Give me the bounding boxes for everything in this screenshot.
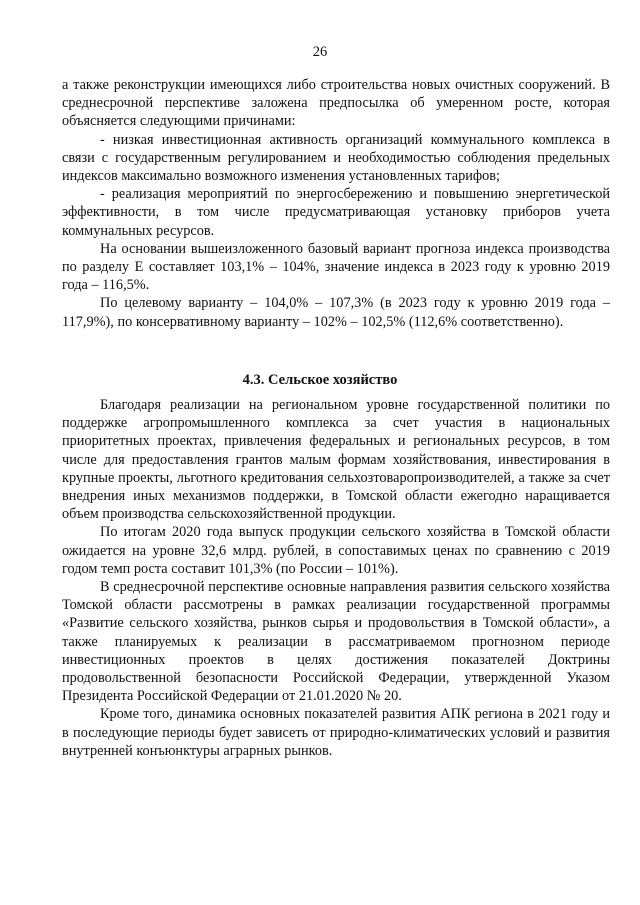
paragraph-state-policy: Благодаря реализации на региональном уровне государственной политики по поддержке агропромышленного комплекса за счет участия в национальных приоритетных проектах, привлечения федеральных и региональных ресурсов, в том числе для предоставления грантов малым формам хозяйствования, инвестирования в крупные проекты, льготного кредитования сельхозтоваропроизводителей, а также за счет внедрения иных механизмов поддержки, в Томской области ежегодно наращивается объем производства сельскохозяйственной продукции. — [62, 397, 610, 523]
paragraph-mid-term-outlook: В среднесрочной перспективе основные направления развития сельского хозяйства Томской области рассмотрены в рамках реализации государственной программы «Развитие сельского хозяйства, рынков сырья и продовольствия в Томской области», а также планируемых к реализации в рассматриваемом прогнозном периоде инвестиционных проектов в целях достижения показателей Доктрины продовольственной безопасности Российской Федерации, утвержденной Указом Президента Российской Федерации от 21.01.2020 № 20. — [62, 579, 610, 705]
paragraph-energy-saving: - реализация мероприятий по энергосбережению и повышению энергетической эффективности, в том числе предусматривающая установку приборов учета коммунальных ресурсов. — [62, 186, 610, 239]
paragraph-2020-results: По итогам 2020 года выпуск продукции сельского хозяйства в Томской области ожидается на уровне 32,6 млрд. рублей, в сопоставимых ценах по сравнению с 2019 годом темп роста составит 101,3% (по России – 101%). — [62, 524, 610, 577]
paragraph-dynamics: Кроме того, динамика основных показателей развития АПК региона в 2021 году и в последующие периоды будет зависеть от природно-климатических условий и развития внутренней конъюнктуры аграрных рынков. — [62, 706, 610, 759]
page-number: 26 — [312, 44, 328, 60]
paragraph-target-forecast: По целевому варианту – 104,0% – 107,3% (в 2023 году к уровню 2019 года – 117,9%), по консервативному варианту – 102% – 102,5% (112,6% соответственно). — [62, 295, 610, 330]
paragraph-reconstruction: а также реконструкции имеющихся либо строительства новых очистных сооружений. В среднесрочной перспективе заложена предпосылка об умеренном росте, которая объясняется следующими причинами: — [62, 77, 610, 130]
text-block-utilities — [62, 76, 610, 331]
paragraph-low-investment: - низкая инвестиционная активность организаций коммунального комплекса в связи с государственным регулированием и необходимостью соблюдения предельных индексов максимально возможного изменения установленных тарифов; — [62, 131, 610, 185]
paragraph-base-forecast: На основании вышеизложенного базовый вариант прогноза индекса производства по разделу E составляет 103,1% – 104%, значение индекса в 2023 году к уровню 2019 года – 116,5%. — [62, 240, 610, 294]
section-heading: 4.3. Сельское хозяйство — [242, 372, 398, 388]
text-block-agriculture — [62, 396, 610, 760]
